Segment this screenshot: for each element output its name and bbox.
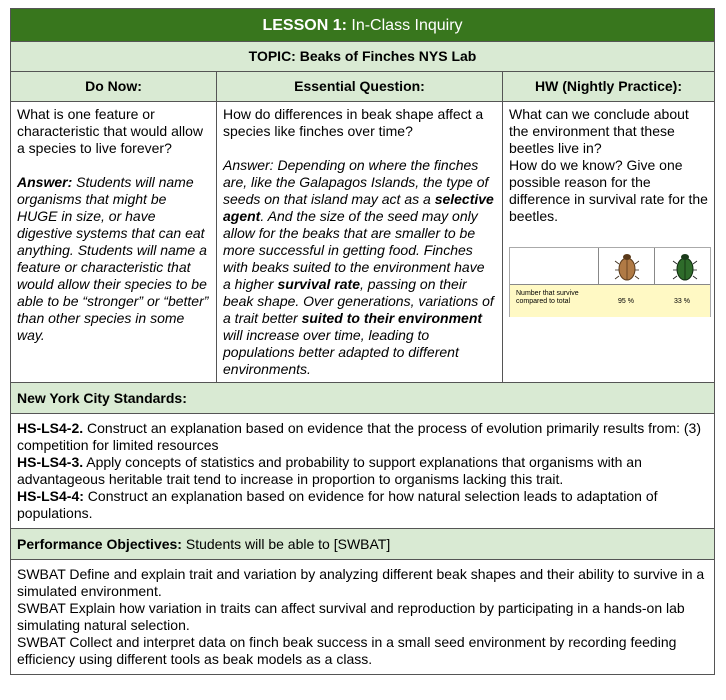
do-now-cell xyxy=(11,102,217,383)
hw-question-2: How do we know? Give one possible reason for the difference in survival rate for the beetles. xyxy=(509,157,708,224)
beetle-survival-figure xyxy=(509,247,711,317)
brown-beetle-icon xyxy=(614,250,640,282)
lesson-table xyxy=(10,8,715,675)
standard-item: HS-LS4-4: Construct an explanation based on evidence for how natural selection leads to adaptation of populations. xyxy=(17,488,658,521)
do-now-question: What is one feature or characteristic that would allow a species to live forever? xyxy=(17,106,203,156)
green-beetle-survival: 33 % xyxy=(674,298,690,305)
standards-heading: New York City Standards: xyxy=(11,383,715,414)
objective-item: SWBAT Define and explain trait and variation by analyzing different beak shapes and their ability to survive in a simulated environment. xyxy=(17,566,705,599)
lesson-title: LESSON 1: In-Class Inquiry xyxy=(11,9,715,42)
topic-row: TOPIC: Beaks of Finches NYS Lab xyxy=(11,42,715,72)
essential-answer: Answer: Depending on where the finches are, like the Galapagos Islands, the type of seeds on that island may act as a selective agent. And the size of the seed may only allow for the beaks that are smaller to be more successful in getting food. Finches with beaks suited to the environment have a higher survival rate, passing on their beak shape. Over generations, variations of a trait better suited to their environment will increase over time, leading to populations better adapted to different environments. xyxy=(223,157,494,377)
green-beetle-icon xyxy=(672,250,698,282)
do-now-heading: Do Now: xyxy=(11,72,217,102)
standard-item: HS-LS4-2. Construct an explanation based on evidence that the process of evolution primarily results from: (3) competition for limited resources xyxy=(17,420,701,453)
do-now-answer: Answer: Students will name organisms that might be HUGE in size, or have digestive systems that can eat anything. Students will name a feature or characteristic that would allow their species to be able to be “stronger” or “better” than other species in some way. xyxy=(17,174,209,343)
hw-question-1: What can we conclude about the environment that these beetles live in? xyxy=(509,106,689,156)
objective-item: SWBAT Explain how variation in traits can affect survival and reproduction by participating in a hands-on lab simulating natural selection. xyxy=(17,600,685,633)
hw-heading: HW (Nightly Practice): xyxy=(503,72,715,102)
survival-row-label: Number that survive compared to total xyxy=(516,290,579,305)
objectives-heading: Performance Objectives: Students will be able to [SWBAT] xyxy=(11,529,715,560)
standard-item: HS-LS4-3. Apply concepts of statistics and probability to support explanations that organisms with an advantageous heritable trait tend to increase in proportion to organisms lacking this trait. xyxy=(17,454,642,487)
brown-beetle-survival: 95 % xyxy=(618,298,634,305)
standards-cell xyxy=(11,414,715,529)
objective-item: SWBAT Collect and interpret data on finch beak success in a small seed environment by recording feeding efficiency using different tools as beak models as a class. xyxy=(17,634,677,667)
objectives-cell xyxy=(11,560,715,675)
hw-cell xyxy=(503,102,715,383)
essential-question-cell xyxy=(217,102,503,383)
essential-question-heading: Essential Question: xyxy=(217,72,503,102)
essential-question: How do differences in beak shape affect a species like finches over time? xyxy=(223,106,484,139)
